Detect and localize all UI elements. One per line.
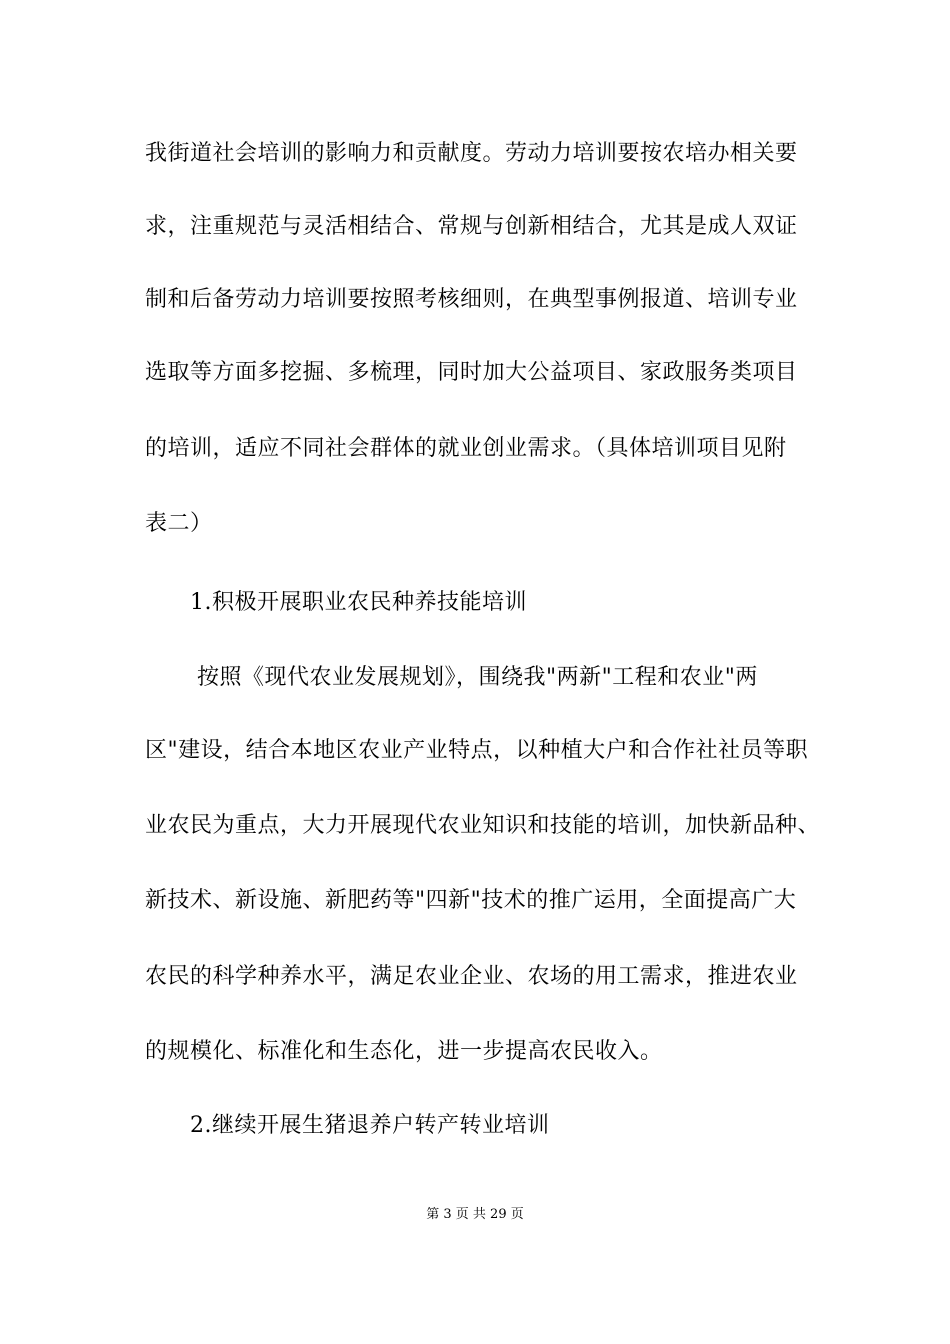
body-line-3: 制和后备劳动力培训要按照考核细则，在典型事例报道、培训专业 <box>145 287 798 312</box>
body-line-13: 的规模化、标准化和生态化，进一步提高农民收入。 <box>145 1039 663 1064</box>
body-line-8: 按照《现代农业发展规划》，围绕我"两新"工程和农业"两 <box>197 665 758 690</box>
body-line-2: 求，注重规范与灵活相结合、常规与创新相结合，尤其是成人双证 <box>145 214 798 239</box>
body-line-9: 区"建设，结合本地区农业产业特点，以种植大户和合作社社员等职 <box>145 738 809 763</box>
body-line-1: 我街道社会培训的影响力和贡献度。劳动力培训要按农培办相关要 <box>145 141 798 166</box>
page-number: 第 3 页 共 29 页 <box>426 1207 524 1222</box>
body-line-5: 的培训，适应不同社会群体的就业创业需求。（具体培训项目见附 <box>145 436 787 461</box>
body-line-10: 业农民为重点，大力开展现代农业知识和技能的培训，加快新品种、 <box>145 813 821 838</box>
body-line-4: 选取等方面多挖掘、多梳理，同时加大公益项目、家政服务类项目 <box>145 360 798 385</box>
section-heading-1: 1.积极开展职业农民种养技能培训 <box>190 590 527 615</box>
body-line-12: 农民的科学种养水平，满足农业企业、农场的用工需求，推进农业 <box>145 964 798 989</box>
body-line-6: 表二） <box>145 511 213 536</box>
section-heading-2: 2.继续开展生猪退养户转产转业培训 <box>190 1113 550 1138</box>
body-line-11: 新技术、新设施、新肥药等"四新"技术的推广运用，全面提高广大 <box>145 888 797 913</box>
